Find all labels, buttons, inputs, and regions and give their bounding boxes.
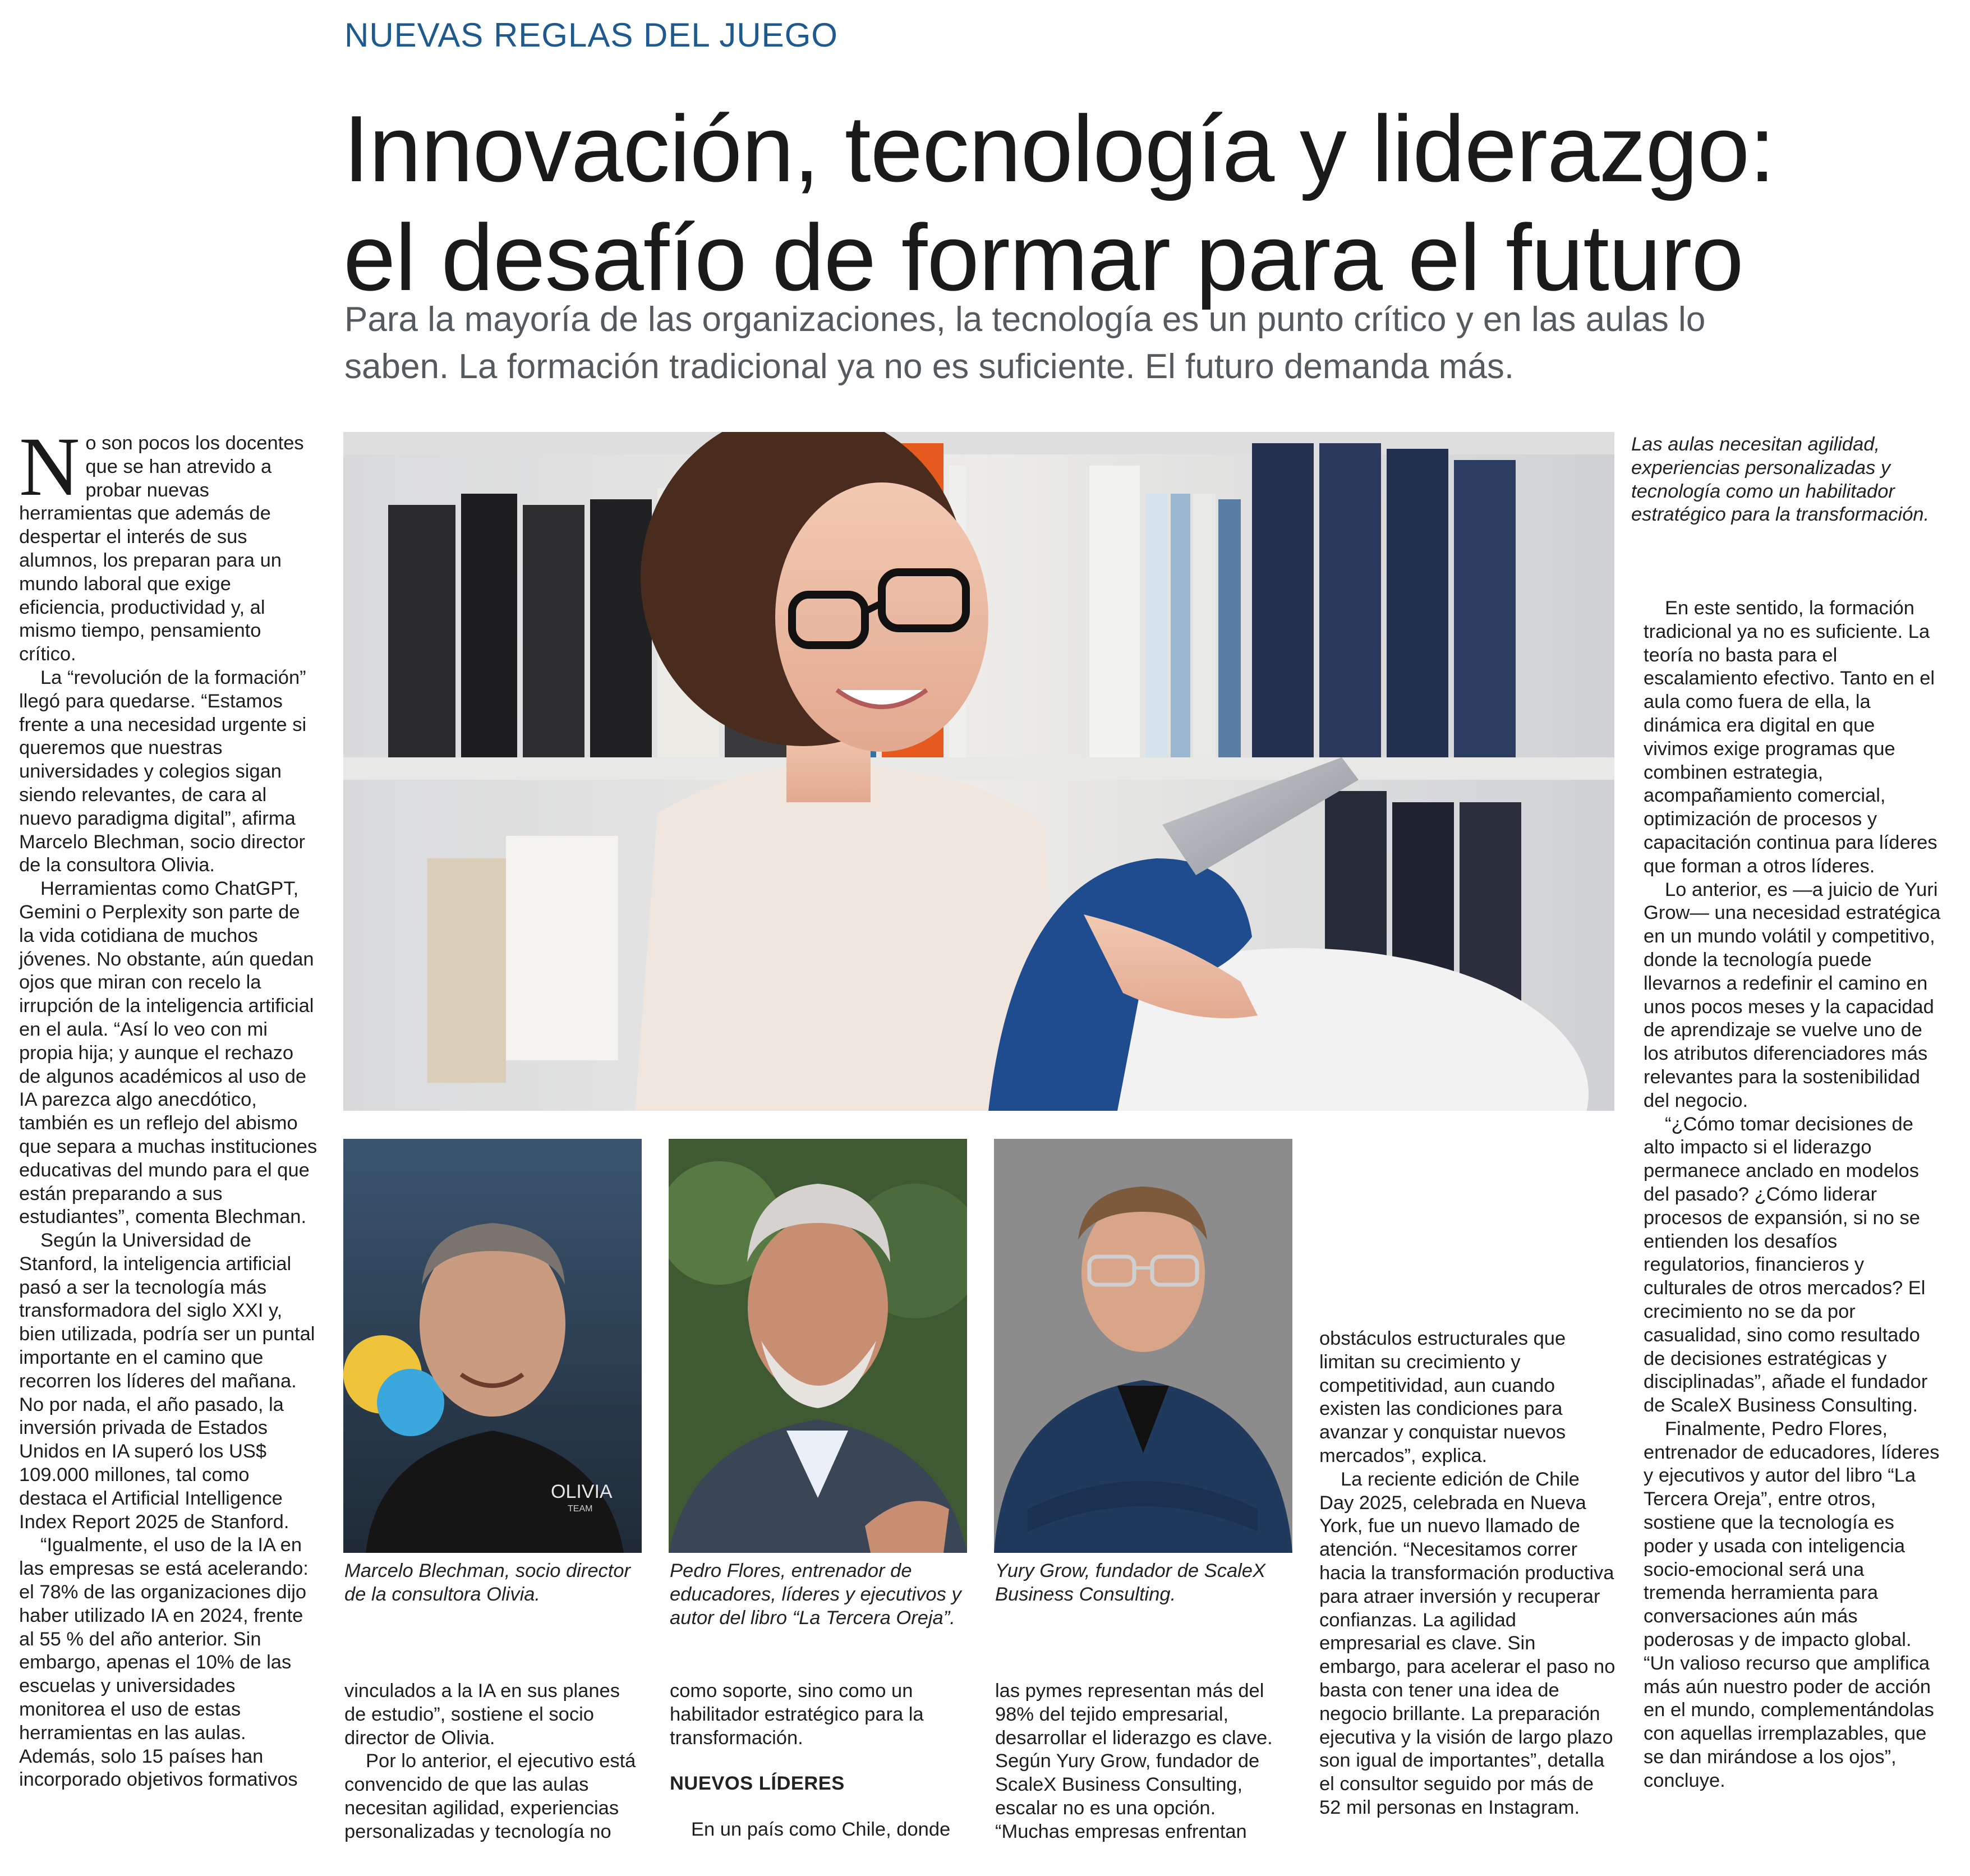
paragraph: La reciente edición de Chile Day 2025, celebrada en Nueva York, fue un nuevo llamado de atención. “Necesitamos correr hacia la transformación productiva para atraer inversión y recuperar confianzas. La agilidad empresarial es clave. Sin embargo, para acelerar el paso no basta con tener una idea de negocio brillante. La preparación ejecutiva y la visión de largo plazo son igual de importantes”, detalla el consultor seguido por más de 52 mil personas en Instagram.	[1319, 1468, 1615, 1818]
deck-subtitle: Para la mayoría de las organizaciones, la tecnología es un punto crítico y en las aulas lo saben. La formación tradicional ya no es suficiente. El futuro demanda más.	[344, 300, 1706, 386]
paragraph: las pymes representan más del 98% del tejido empresarial, desarrollar el liderazgo es clave. Según Yury Grow, fundador de ScaleX Business Consulting, escalar no es una opción. “Muchas empresas enfrentan	[995, 1680, 1273, 1842]
paragraph: En un país como Chile, donde	[691, 1819, 951, 1841]
pull-quote: Las aulas necesitan agilidad, experiencias personalizadas y tecnología como un habilitador estratégico para la transformación.	[1631, 434, 1930, 526]
paragraph: “¿Cómo tomar decisiones de alto impacto si el liderazgo permanece anclado en modelos del pasado? ¿Cómo liderar procesos de expansión, si no se entienden los desafíos regulatorios, financieros y culturales de otros mercados? El crecimiento no se da por casualidad, sino como resultado de decisiones estratégicas y disciplinadas”, añade el fundador de ScaleX Business Consulting.	[1644, 1113, 1928, 1417]
paragraph: Herramientas como ChatGPT, Gemini o Perplexity son parte de la vida cotidiana de muchos jóvenes. No obstante, aún quedan ojos que miran con recelo la irrupción de la inteligencia artificial en el aula. “Así lo veo con mi propia hija; y aunque el rechazo de algunos académicos al uso de IA parezca algo anecdótico, también es un reflejo del abismo que separa a muchas instituciones educativas del mundo para el que están preparando a sus estudiantes”, comenta Blechman.	[19, 878, 317, 1228]
headline-line-2: el desafío de formar para el futuro	[343, 205, 1743, 310]
paragraph: No son pocos los docentes que se han atrevido a probar nuevas herramientas que además de despertar el interés de sus alumnos, los preparan para un mundo laboral que exige eficiencia, productividad y, al mismo tiempo, pensamiento crítico.	[19, 420, 304, 665]
article-column-3	[670, 1680, 967, 1842]
photo-yury-grow	[994, 1139, 1292, 1553]
section-kicker: NUEVAS REGLAS DEL JUEGO	[344, 16, 838, 54]
article-column-1	[19, 420, 317, 1792]
headline	[343, 94, 1779, 312]
article-column-2	[344, 1680, 642, 1844]
paragraph: Finalmente, Pedro Flores, entrenador de educadores, líderes y ejecutivos y autor del libro “La Tercera Oreja”, entre otros, sostiene que la tecnología es poder y usada con inteligencia socio-emocional será una tremenda herramienta para conversaciones aún más poderosas y de impacto global. “Un valioso recurso que amplifica más aún nuestro poder de acción en el mundo, complementándolas con aquellas irremplazables, que se dan mirándose a los ojos”, concluye.	[1644, 1418, 1940, 1791]
article-column-4	[995, 1680, 1292, 1844]
olivia-shirt-sub: TEAM	[568, 1504, 593, 1514]
article-column-6	[1644, 597, 1941, 1793]
olivia-shirt-logo: OLIVIA	[551, 1481, 613, 1502]
photo-pedro-flores	[669, 1139, 967, 1553]
paragraph: como soporte, sino como un habilitador estratégico para la transformación.	[670, 1680, 924, 1749]
drop-cap: N	[19, 420, 80, 513]
hero-photo-student-tablet	[343, 432, 1614, 1111]
paragraph: Por lo anterior, el ejecutivo está convencido de que las aulas necesitan agilidad, experiencias personalizadas y tecnología no	[344, 1750, 636, 1842]
paragraph: La “revolución de la formación” llegó para quedarse. “Estamos frente a una necesidad urgente si queremos que nuestras universidades y colegios sigan siendo relevantes, de cara al nuevo paradigma digital”, afirma Marcelo Blechman, socio director de la consultora Olivia.	[19, 666, 307, 876]
photo-marcelo-blechman	[343, 1139, 642, 1553]
paragraph: “Igualmente, el uso de la IA en las empresas se está acelerando: el 78% de las organizaciones dijo haber utilizado IA en 2024, frente al 55 % del año anterior. Sin embargo, apenas el 10% de las escuelas y universidades monitorea el uso de estas herramientas en las aulas. Además, solo 15 países han incorporado objetivos formativos	[19, 1534, 309, 1791]
paragraph: vinculados a la IA en sus planes de estudio”, sostiene el socio director de Olivia.	[344, 1680, 620, 1749]
subhead-nuevos-lideres: NUEVOS LÍDERES	[670, 1773, 845, 1795]
paragraph: Lo anterior, es —a juicio de Yuri Grow— una necesidad estratégica en un mundo volátil y competitivo, donde la tecnología puede llevarnos a redefinir el camino en unos pocos meses y la capacidad de aprendizaje se vuelve uno de los atributos diferenciadores más relevantes para la sostenibilidad del negocio.	[1644, 879, 1941, 1111]
headline-line-1: Innovación, tecnología y liderazgo:	[343, 96, 1775, 201]
caption-yury-grow: Yury Grow, fundador de ScaleX Business Consulting.	[995, 1560, 1265, 1605]
paragraph: En este sentido, la formación tradicional ya no es suficiente. La teoría no basta para el escalamiento efectivo. Tanto en el aula como fuera de ella, la dinámica era digital en que vivimos exige programas que combinen estrategia, acompañamiento comercial, optimización de procesos y capacitación continua para líderes que forman a otros líderes.	[1644, 597, 1937, 877]
caption-marcelo-blechman: Marcelo Blechman, socio director de la consultora Olivia.	[344, 1560, 631, 1605]
caption-pedro-flores: Pedro Flores, entrenador de educadores, líderes y ejecutivos y autor del libro “La Tercera Oreja”.	[670, 1560, 961, 1629]
paragraph: obstáculos estructurales que limitan su crecimiento y competitividad, aun cuando existen las condiciones para avanzar y conquistar nuevos mercados”, explica.	[1319, 1328, 1566, 1466]
paragraph: Según la Universidad de Stanford, la inteligencia artificial pasó a ser la tecnología más transformadora del siglo XXI y, bien utilizada, podría ser un puntal importante en el camino que recorren los líderes del mañana. No por nada, el año pasado, la inversión privada de Estados Unidos en IA superó los US$ 109.000 millones, tal como destaca el Artificial Intelligence Index Report 2025 de Stanford.	[19, 1230, 315, 1533]
article-column-5	[1319, 1327, 1617, 1820]
